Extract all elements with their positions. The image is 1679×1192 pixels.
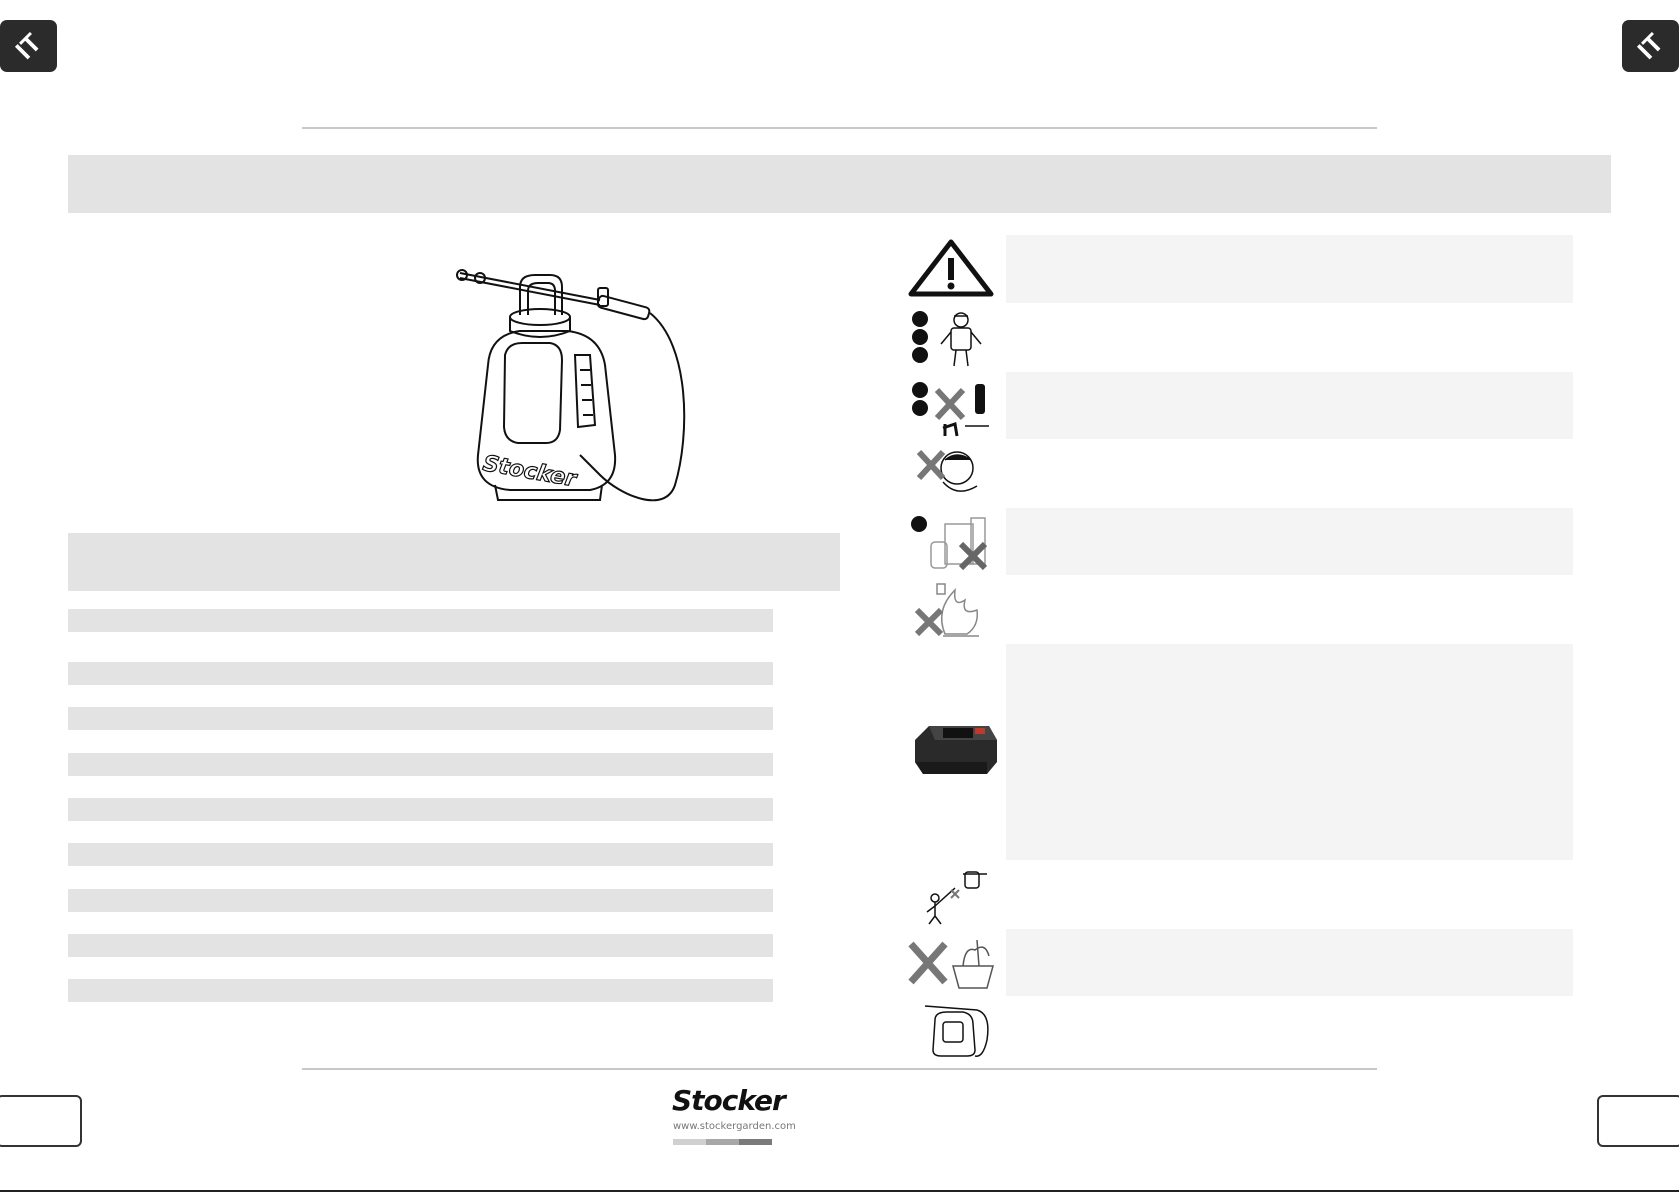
footer-color-bar (673, 1139, 772, 1145)
safety-text-box (1006, 644, 1573, 860)
page-number-box-left (0, 1095, 82, 1147)
no-fire-icon (905, 580, 997, 640)
battery-icon (905, 710, 997, 790)
title-band (68, 155, 1611, 213)
safety-text-box (1006, 929, 1573, 996)
language-label: IT (9, 26, 47, 65)
protective-equipment-icon (905, 308, 997, 370)
sprayer-storage-icon (905, 1000, 997, 1060)
spec-row (68, 934, 773, 957)
storage-away-icon (905, 512, 997, 572)
spec-row (68, 889, 773, 912)
specs-header-band (68, 533, 840, 591)
safety-text-box (1006, 508, 1573, 575)
safety-text-box (1006, 372, 1573, 439)
no-water-sources-icon (905, 936, 997, 992)
sprayer-illustration (450, 255, 695, 515)
spec-row (68, 609, 773, 632)
keep-away-children-animals-icon (905, 378, 997, 440)
spec-row (68, 662, 773, 685)
language-tab-left (0, 20, 57, 72)
spec-row (68, 798, 773, 821)
footer-logo: Stocker (672, 1084, 785, 1117)
safety-text-box (1006, 235, 1573, 303)
no-spraying-power-lines-icon (905, 866, 997, 926)
spec-row (68, 843, 773, 866)
tank-brand-label: Stocker (480, 451, 579, 493)
footer-url: www.stockergarden.com (673, 1121, 796, 1132)
no-eating-drinking-icon (905, 446, 997, 502)
spec-row (68, 979, 773, 1002)
page-number-box-right (1597, 1095, 1679, 1147)
language-label: IT (1631, 26, 1669, 65)
language-tab-right (1622, 20, 1679, 72)
top-divider (302, 127, 1377, 129)
warning-triangle-icon (905, 238, 997, 300)
bottom-divider (302, 1068, 1377, 1070)
spec-row (68, 707, 773, 730)
spec-row (68, 753, 773, 776)
